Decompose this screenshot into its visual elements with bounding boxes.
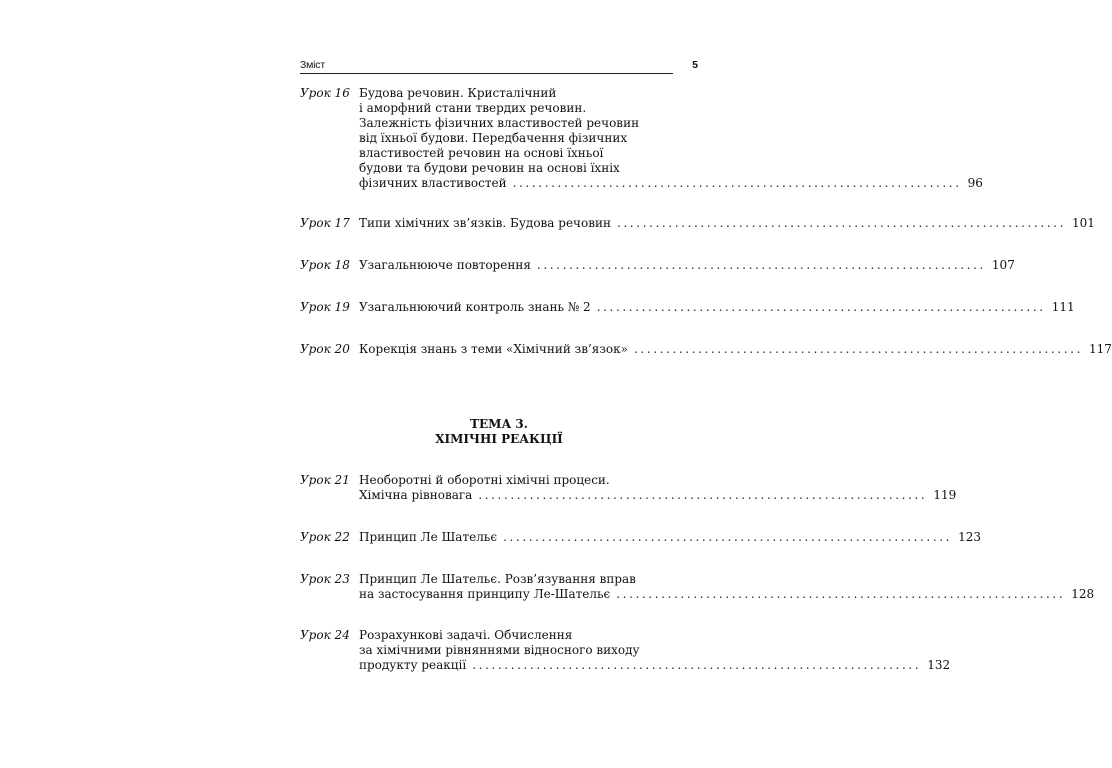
title-line: Розрахункові задачі. Обчислення	[359, 628, 573, 642]
title-last-line	[359, 216, 1095, 231]
dot-leader: ......................................................................	[616, 216, 1066, 230]
title-line: Принцип Ле Шательє	[359, 530, 498, 544]
title-line: Узагальнююче повторення	[359, 258, 531, 272]
header-rule	[300, 73, 673, 74]
title-last-line	[359, 658, 951, 673]
dot-leader: ......................................................................	[616, 587, 1066, 601]
title-last-line	[359, 530, 981, 545]
lesson-label: Урок 20	[300, 342, 350, 356]
title-line: Будова речовин. Кристалічний	[359, 86, 557, 100]
lesson-title	[359, 86, 983, 191]
title-line: продукту реакції	[359, 658, 467, 672]
page-number: 132	[927, 658, 951, 672]
page-number: 101	[1071, 216, 1095, 230]
topic-heading	[300, 417, 698, 447]
lesson-label: Урок 21	[300, 473, 350, 487]
dot-leader: ......................................................................	[472, 658, 922, 672]
lesson-title	[359, 342, 1112, 357]
title-line: за хімічними рівняннями відносного виходу	[359, 643, 640, 657]
page-number: 117	[1088, 342, 1112, 356]
title-last-line	[359, 176, 983, 191]
title-last-line	[359, 342, 1112, 357]
lesson-title	[359, 572, 1095, 602]
dot-leader: ......................................................................	[503, 530, 953, 544]
dot-leader: ......................................................................	[478, 488, 928, 502]
lesson-label: Урок 18	[300, 258, 350, 272]
page-number: 111	[1051, 300, 1075, 314]
title-line: від їхньої будови. Передбачення фізичних	[359, 131, 628, 145]
page-number: 107	[991, 258, 1015, 272]
lesson-label: Урок 16	[300, 86, 350, 100]
title-line: властивостей речовин на основі їхньої	[359, 146, 604, 160]
title-line: і аморфний стани твердих речовин.	[359, 101, 587, 115]
lesson-title	[359, 473, 957, 503]
dot-leader: ......................................................................	[633, 342, 1083, 356]
dot-leader: ......................................................................	[536, 258, 986, 272]
dot-leader: ......................................................................	[512, 176, 962, 190]
title-line: на застосування принципу Ле-Шательє	[359, 587, 611, 601]
lesson-label: Урок 22	[300, 530, 350, 544]
title-line: Принцип Ле Шательє. Розв’язування вправ	[359, 572, 636, 586]
topic-number: ТЕМА 3.	[470, 417, 528, 431]
page-number: 123	[958, 530, 981, 544]
lesson-title	[359, 628, 951, 673]
lesson-title	[359, 300, 1075, 315]
title-last-line	[359, 488, 957, 503]
title-line: Необоротні й оборотні хімічні процеси.	[359, 473, 610, 487]
title-line: Узагальнюючий контроль знань № 2	[359, 300, 591, 314]
page-header	[300, 58, 698, 76]
lesson-label: Урок 19	[300, 300, 350, 314]
header-title: Зміст	[300, 59, 325, 71]
title-line: будови та будови речовин на основі їхніх	[359, 161, 620, 175]
title-last-line	[359, 258, 1015, 273]
page-number: 96	[967, 176, 983, 190]
title-line: фізичних властивостей	[359, 176, 507, 190]
lesson-label: Урок 23	[300, 572, 350, 586]
topic-title: ХІМІЧНІ РЕАКЦІЇ	[435, 432, 563, 446]
dot-leader: ......................................................................	[596, 300, 1046, 314]
page-number: 128	[1071, 587, 1095, 601]
header-page-number: 5	[692, 59, 698, 71]
title-line: Залежність фізичних властивостей речовин	[359, 116, 640, 130]
lesson-label: Урок 17	[300, 216, 350, 230]
lesson-title	[359, 530, 981, 545]
title-last-line	[359, 587, 1095, 602]
page-number: 119	[933, 488, 957, 502]
lesson-title	[359, 258, 1015, 273]
title-line: Типи хімічних зв’язків. Будова речовин	[359, 216, 611, 230]
title-line: Хімічна рівновага	[359, 488, 473, 502]
title-last-line	[359, 300, 1075, 315]
lesson-label: Урок 24	[300, 628, 350, 642]
title-line: Корекція знань з теми «Хімічний зв’язок»	[359, 342, 628, 356]
lesson-title	[359, 216, 1095, 231]
